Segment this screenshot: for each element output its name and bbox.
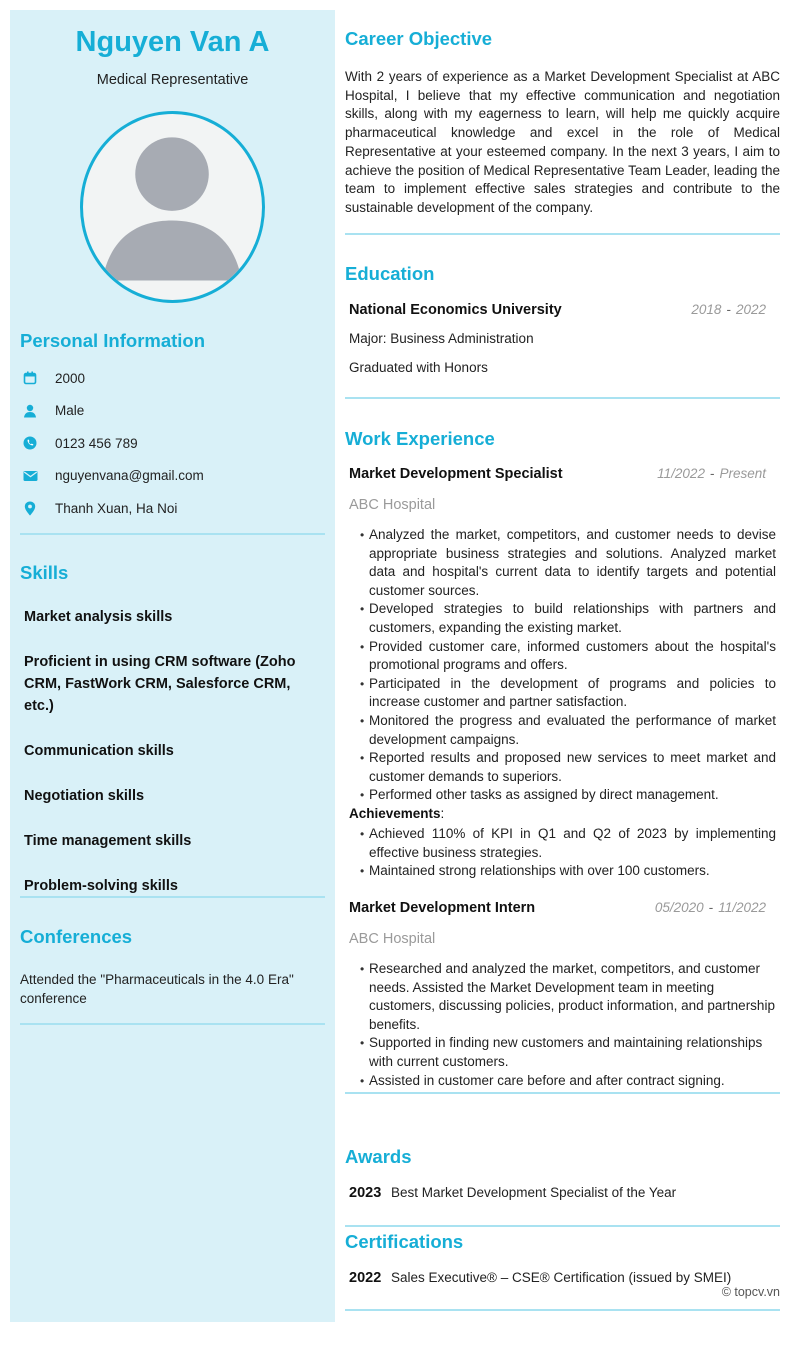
section-divider bbox=[345, 1092, 780, 1094]
list-item: • Assisted in customer care before and after contract signing. bbox=[360, 1072, 776, 1091]
list-item: • Maintained strong relationships with over 100 customers. bbox=[360, 862, 776, 881]
education-honor: Graduated with Honors bbox=[349, 360, 488, 375]
calendar-icon bbox=[20, 368, 40, 388]
info-phone bbox=[20, 427, 320, 460]
achievements-list bbox=[360, 825, 776, 881]
personal-info-list bbox=[20, 362, 320, 525]
job-position: Market Development Specialist bbox=[349, 466, 563, 482]
candidate-name: Nguyen Van A bbox=[75, 26, 270, 58]
school-name: National Economics University bbox=[349, 302, 562, 318]
start-date: 11/2022 bbox=[657, 466, 705, 481]
end-date: 2022 bbox=[735, 302, 766, 317]
start-date: 2018 bbox=[691, 302, 722, 317]
start-date: 05/2020 bbox=[654, 900, 704, 915]
watermark-credit: © topcv.vn bbox=[721, 1285, 780, 1299]
job-dates bbox=[655, 900, 766, 915]
awards-title: Awards bbox=[345, 1146, 412, 1167]
list-item: • Monitored the progress and evaluated the performance of market development campaigns. bbox=[360, 712, 776, 749]
job-position: Market Development Intern bbox=[349, 900, 536, 916]
info-email bbox=[20, 460, 320, 493]
conferences-title: Conferences bbox=[20, 926, 133, 947]
award-row bbox=[349, 1185, 676, 1201]
skill-item: Problem-solving skills bbox=[24, 878, 178, 894]
avatar bbox=[80, 111, 265, 303]
certification-row bbox=[349, 1270, 731, 1286]
achievements-label-text: Achievements bbox=[349, 806, 441, 821]
skill-item: Market analysis skills bbox=[24, 609, 173, 625]
list-item: • Participated in the development of programs and policies to increase customer and partner satisfaction. bbox=[360, 675, 776, 712]
achievements-label: Achievements: bbox=[349, 806, 445, 821]
avatar-placeholder-icon bbox=[83, 114, 262, 300]
end-date: 11/2022 bbox=[718, 900, 766, 915]
list-item: • Developed strategies to build relationships with partners and customers, expanding the existing market. bbox=[360, 600, 776, 637]
certification-text: Sales Executive® – CSE® Certification (issued by SMEI) bbox=[391, 1270, 732, 1285]
info-birth-year bbox=[20, 362, 320, 395]
date-separator: - bbox=[709, 466, 715, 481]
info-value: 2000 bbox=[55, 370, 86, 386]
award-text: Best Market Development Specialist of the Year bbox=[391, 1185, 677, 1200]
certification-year: 2022 bbox=[349, 1270, 382, 1286]
skill-item: Negotiation skills bbox=[24, 788, 145, 804]
info-address bbox=[20, 492, 320, 525]
objective-text: With 2 years of experience as a Market Development Specialist at ABC Hospital, I believe that my effective communication and negotiation skills, along with my eagerness to learn, will help me quickly acquire pharmaceutical knowledge and excel in the role of Medical Representative at your esteemed company. In the next 3 years, I aim to achieve the position of Medical Representative Team Leader, leading the team to implement effective sales strategies and contribute to the sustainable development of the company. bbox=[345, 69, 780, 215]
date-separator: - bbox=[708, 900, 714, 915]
personal-info-title: Personal Information bbox=[20, 330, 206, 351]
education-major: Major: Business Administration bbox=[349, 331, 534, 346]
list-item: • Achieved 110% of KPI in Q1 and Q2 of 2023 by implementing effective business strategies. bbox=[360, 825, 776, 862]
phone-icon bbox=[20, 433, 40, 453]
education-dates bbox=[691, 302, 766, 317]
section-divider bbox=[345, 233, 780, 235]
certifications-title: Certifications bbox=[345, 1231, 464, 1252]
skill-item: Time management skills bbox=[24, 833, 192, 849]
list-item: • Provided customer care, informed customers about the hospital's promotional programs and offers. bbox=[360, 638, 776, 675]
section-divider bbox=[20, 1023, 325, 1025]
list-item: • Researched and analyzed the market, competitors, and customer needs. Assisted the Market Development team in meeting customers, discussing policies, product information, and partnership benefits. bbox=[360, 960, 776, 1034]
job-duties-list bbox=[360, 526, 776, 805]
section-divider bbox=[20, 533, 325, 535]
section-divider bbox=[345, 1309, 780, 1311]
end-date: Present bbox=[719, 466, 766, 481]
location-pin-icon bbox=[20, 498, 40, 518]
info-value: Thanh Xuan, Ha Noi bbox=[55, 500, 178, 516]
section-divider bbox=[345, 1225, 780, 1227]
list-item: • Analyzed the market, competitors, and customer needs to devise appropriate business strategies and solutions. Analyzed market data and hospital's current data to identify targets and potential customer sources. bbox=[360, 526, 776, 600]
skill-item: Communication skills bbox=[24, 743, 174, 759]
candidate-title: Medical Representative bbox=[96, 72, 249, 88]
objective-title: Career Objective bbox=[345, 28, 493, 49]
job-company: ABC Hospital bbox=[349, 931, 436, 947]
skills-title: Skills bbox=[20, 562, 69, 583]
list-item: • Reported results and proposed new services to meet market and customer demands to superiors. bbox=[360, 749, 776, 786]
info-gender bbox=[20, 395, 320, 428]
skills-list bbox=[24, 606, 324, 897]
info-value: 0123 456 789 bbox=[55, 435, 138, 451]
sidebar bbox=[10, 10, 335, 1322]
date-separator: - bbox=[726, 302, 731, 317]
job-duties-list bbox=[360, 960, 776, 1090]
education-title: Education bbox=[345, 263, 435, 284]
section-divider bbox=[20, 896, 325, 898]
person-icon bbox=[20, 401, 40, 421]
info-value: Male bbox=[55, 403, 85, 419]
list-item: • Performed other tasks as assigned by direct management. bbox=[360, 786, 776, 805]
section-divider bbox=[345, 397, 780, 399]
conference-text: Attended the "Pharmaceuticals in the 4.0 Era" conference bbox=[20, 972, 294, 1006]
job-company: ABC Hospital bbox=[349, 497, 436, 513]
award-year: 2023 bbox=[349, 1185, 382, 1201]
job-dates bbox=[657, 466, 766, 481]
info-value: nguyenvana@gmail.com bbox=[55, 468, 204, 484]
mail-icon bbox=[20, 466, 40, 486]
job-header bbox=[349, 466, 766, 482]
job-header bbox=[349, 900, 766, 916]
education-header bbox=[349, 302, 766, 318]
work-title: Work Experience bbox=[345, 428, 495, 449]
list-item: • Supported in finding new customers and maintaining relationships with current customers. bbox=[360, 1034, 776, 1071]
skill-item: Proficient in using CRM software (Zoho CRM, FastWork CRM, Salesforce CRM, etc.) bbox=[24, 654, 296, 714]
